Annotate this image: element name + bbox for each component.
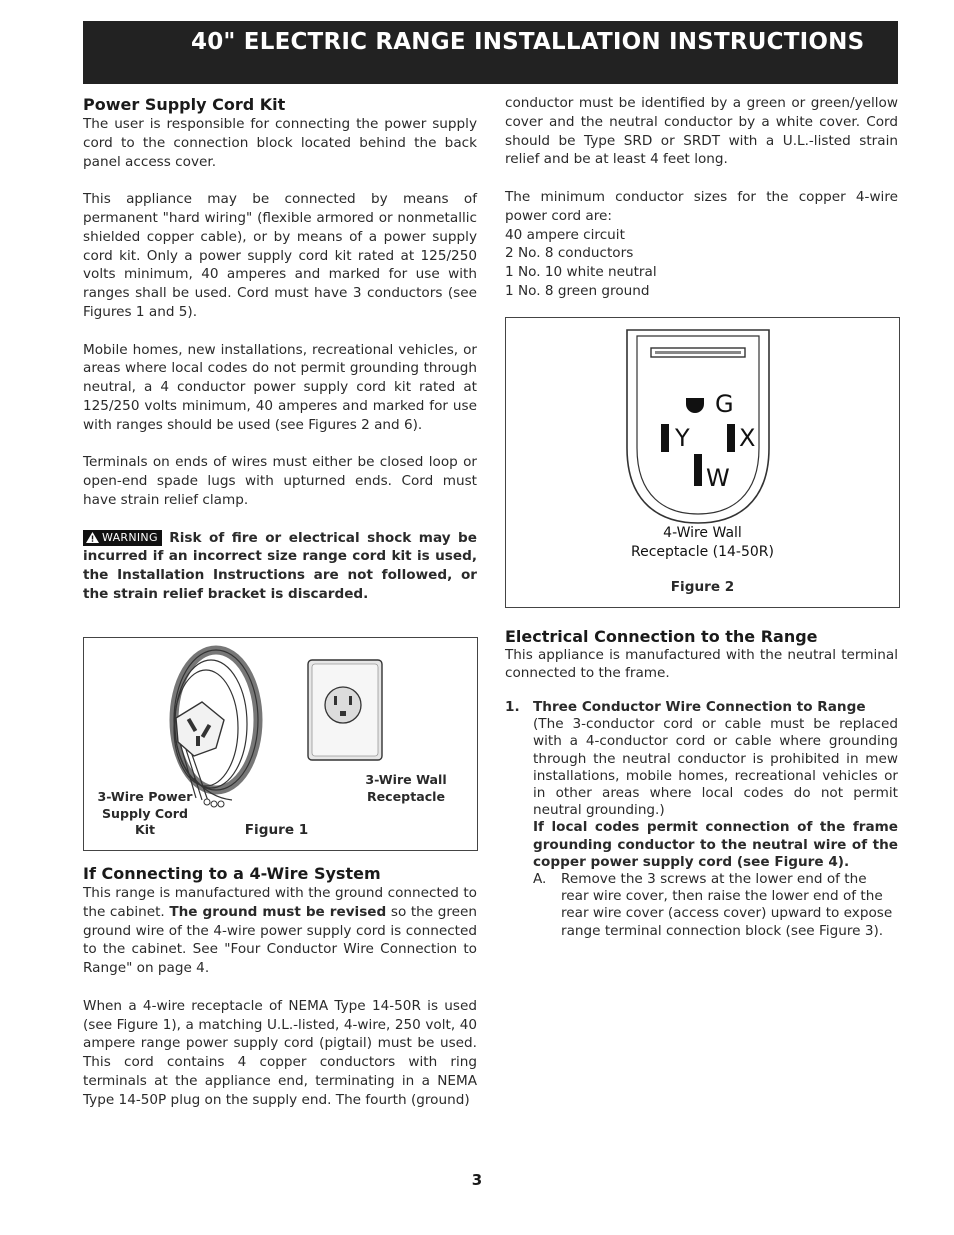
figure-2-illustration (506, 318, 899, 607)
figure-1 (83, 637, 478, 851)
spec-line: 1 No. 10 white neutral (505, 264, 657, 281)
wire-terminals-icon (204, 799, 224, 807)
paragraph: conductor must be identified by a green or green/yellow cover and the neutral conductor by a white cover. Cord should be Type SRD or SRDT with a U.L.-listed strain relief and be at least 4 feet long. (505, 95, 898, 168)
paragraph: This appliance is manufactured with the neutral terminal connected to the frame. (505, 647, 898, 681)
warning-triangle-icon (86, 532, 99, 543)
page-title: 40" ELECTRIC RANGE INSTALLATION INSTRUCTIONS (191, 29, 865, 55)
figure-1-receptacle-label (356, 772, 456, 805)
spec-line: 2 No. 8 conductors (505, 245, 634, 262)
sub-item-a (533, 871, 898, 940)
list-item-title: Three Conductor Wire Connection to Range (533, 699, 866, 715)
spec-line: 1 No. 8 green ground (505, 282, 650, 299)
paragraph: Terminals on ends of wires must either be closed loop or open-end spade lugs with upturned ends. Cord must have strain relief clamp. (83, 454, 477, 508)
page-number: 3 (471, 1171, 483, 1189)
cord-label-line-2: Supply Cord Kit (101, 805, 189, 837)
paragraph: Mobile homes, new installations, recreational vehicles, or areas where local codes do not permit grounding through neutral, a 4 conductor power supply cord kit rated at 125/250 volts minimum, 40 amperes and marked for use with ranges should be used (see Figures 2 and 6). (83, 341, 477, 433)
text-run: so the green ground wire of the 4-wire power supply cord is connected to the cabinet. See "Four Conductor Wire Connection to Range" on page 4. (83, 903, 478, 977)
list-item-1 (505, 699, 898, 940)
warning-paragraph (83, 529, 477, 604)
paragraph: The user is responsible for connecting the power supply cord to the connection block located behind the back panel access cover. (83, 116, 477, 170)
sub-item-label: A. (533, 871, 547, 888)
figure-2-label-line-2: Receptacle (14-50R) (631, 544, 774, 560)
figure-2-caption: Figure 2 (670, 579, 735, 595)
warning-label: WARNING (102, 530, 158, 544)
section-heading-4-wire-system: If Connecting to a 4-Wire System (83, 864, 381, 883)
receptacle-label-line-1: 3-Wire Wall (365, 772, 447, 787)
paragraph: The minimum conductor sizes for the copper 4-wire power cord are: (505, 188, 898, 224)
paragraph: When a 4-wire receptacle of NEMA Type 14-50R is used (see Figure 1), a matching U.L.-listed, 4-wire, 250 volt, 40 ampere range power supply cord (pigtail) must be used. This cord contains 4 copper conductors with ring terminals at the appliance end, terminating in a NEMA Type 14-50P plug on the supply end. The fourth (ground) (83, 997, 477, 1108)
page-header (83, 21, 898, 84)
slot-label-x: X (739, 424, 756, 452)
figure-2-label (506, 524, 899, 562)
list-item-text: (The 3-conductor cord or cable must be replaced with a 4-conductor cord or cable where grounding through the neutral conductor is prohibited in mew installations, mobile homes, recreational vehicles or in other areas where local codes do not permit neutral grounding.) (533, 716, 898, 819)
section-heading-electrical-connection: Electrical Connection to the Range (505, 627, 818, 646)
plug-icon (176, 702, 224, 756)
spec-line: 40 ampere circuit (505, 226, 625, 243)
sub-item-text: Remove the 3 screws at the lower end of the rear wire cover, then raise the lower end of the rear wire cover (access cover) upward to expose range terminal connection block (see Figure 3). (561, 871, 893, 939)
right-column-lower (505, 627, 898, 940)
left-column (83, 95, 477, 623)
figure-2 (505, 317, 900, 608)
list-item-number: 1. (505, 699, 520, 715)
receptacle-label-line-2: Receptacle (366, 788, 446, 804)
section-heading-power-supply-cord-kit: Power Supply Cord Kit (83, 95, 286, 114)
figure-1-caption: Figure 1 (244, 822, 309, 838)
slot-label-y: Y (675, 424, 690, 452)
left-column-lower (83, 864, 477, 1128)
figure-2-label-line-1: 4-Wire Wall (663, 525, 742, 541)
slot-label-w: W (706, 464, 730, 492)
paragraph (83, 884, 477, 978)
slot-label-g: G (715, 390, 734, 418)
warning-badge (83, 530, 162, 546)
warning-text: Risk of fire or electrical shock may be incurred if an incorrect size range cord kit is used, the Installation Instructions are not followed, or the strain relief bracket is discarded. (83, 529, 478, 602)
right-column (505, 94, 898, 301)
text-run: This range is manufactured with the ground connected to the cabinet. (83, 885, 477, 920)
list-item-bold-text: If local codes permit connection of the frame grounding conductor to the neutral wire of the copper power supply cord (see Figure 4). (533, 819, 898, 870)
cord-label-line-1: 3-Wire Power (97, 789, 193, 804)
paragraph: This appliance may be connected by means of permanent "hard wiring" (flexible armored or nonmetallic shielded copper cable), or by means of a power supply cord kit. Only a power supply cord kit rated at 125/250 volts minimum, 40 amperes and marked for use with ranges shall be used. Cord must have 3 conductors (see Figures 1 and 5). (83, 191, 477, 320)
wall-receptacle-icon (308, 660, 382, 760)
bold-text-run: The ground must be revised (169, 903, 387, 920)
